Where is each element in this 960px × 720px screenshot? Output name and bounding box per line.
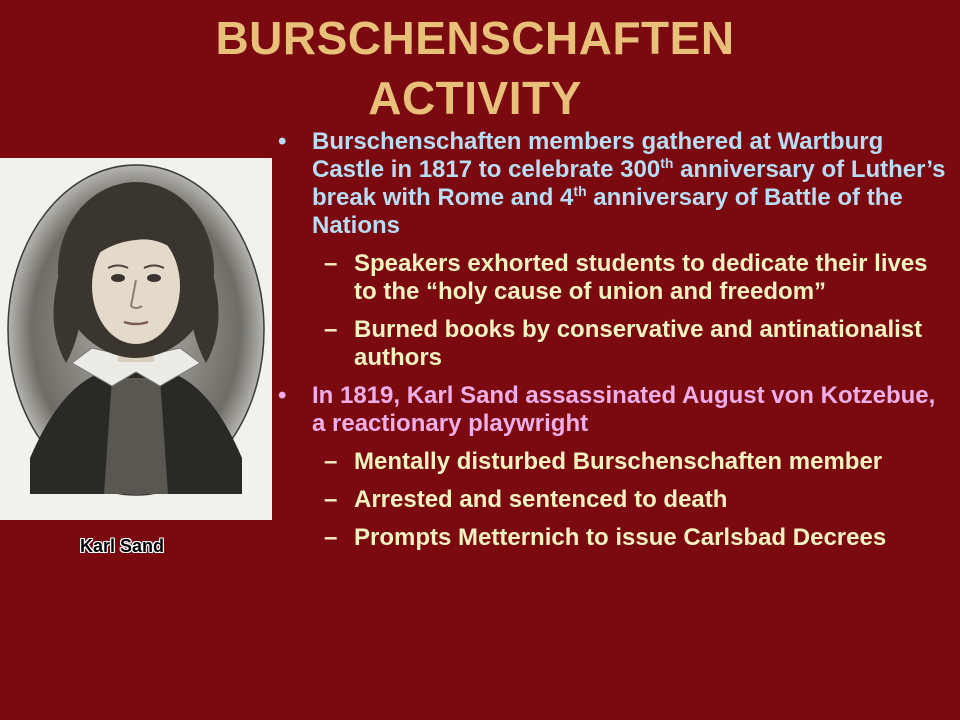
sub-bullet-text: Arrested and sentenced to death: [354, 486, 728, 513]
bullet-mark: •: [278, 128, 287, 155]
sub-bullet-item: [275, 316, 955, 372]
sub-bullet-text: Mentally disturbed Burschenschaften member: [354, 448, 883, 475]
sub-bullet-text: Burned books by conservative and antinationalist authors: [354, 316, 923, 371]
sub-bullet-mark: –: [324, 486, 338, 513]
slide-title: [130, 8, 820, 128]
sub-bullet-text: Speakers exhorted students to dedicate their lives to the “holy cause of union and freedom”: [354, 250, 928, 305]
bullet-text-part: anniversary of Luther’s break with Rome and 4: [312, 156, 946, 211]
bullet-mark: •: [278, 382, 287, 409]
sub-bullet-item: [275, 524, 955, 552]
superscript: th: [573, 183, 587, 199]
portrait-caption: Karl Sand: [79, 536, 165, 556]
sub-bullet-mark: –: [324, 250, 338, 277]
sub-bullet-mark: –: [324, 524, 338, 551]
sub-bullet-text: Prompts Metternich to issue Carlsbad Decrees: [354, 524, 887, 551]
sub-bullet-item: [275, 486, 955, 514]
title-line-2: ACTIVITY: [368, 72, 582, 124]
title-line-1: BURSCHENSCHAFTEN: [215, 12, 735, 64]
superscript: th: [660, 155, 674, 171]
bullet-list: [275, 128, 955, 562]
sub-bullet-mark: –: [324, 316, 338, 343]
bullet-text-part: anniversary of Battle of the Nations: [312, 184, 903, 239]
bullet-text: In 1819, Karl Sand assassinated August von Kotzebue, a reactionary playwright: [312, 382, 936, 437]
bullet-item: [275, 128, 955, 240]
sub-bullet-item: [275, 448, 955, 476]
bullet-item: [275, 382, 955, 438]
bullet-text-part: Burschenschaften members gathered at Wartburg Castle in 1817 to celebrate 300: [312, 128, 884, 183]
karl-sand-portrait: [0, 158, 272, 520]
sub-bullet-item: [275, 250, 955, 306]
sub-bullet-mark: –: [324, 448, 338, 475]
